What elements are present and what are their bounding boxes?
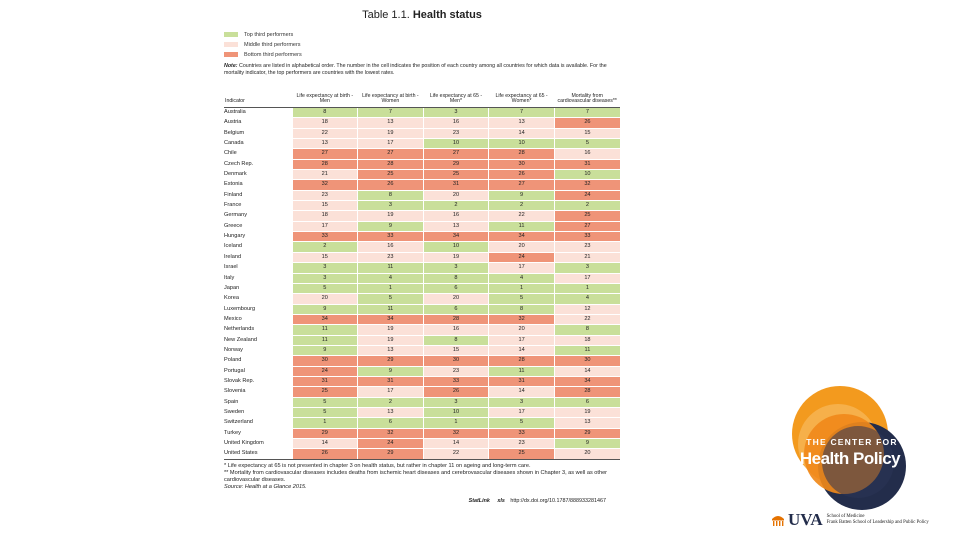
rank-cell: 6 bbox=[423, 304, 489, 314]
rank-cell: 17 bbox=[489, 335, 555, 345]
table-row bbox=[224, 159, 620, 169]
rank-cell: 9 bbox=[358, 221, 424, 231]
rank-cell: 31 bbox=[423, 180, 489, 190]
rank-cell: 1 bbox=[554, 283, 620, 293]
rank-cell: 6 bbox=[423, 283, 489, 293]
note bbox=[224, 63, 620, 77]
rank-cell: 17 bbox=[554, 273, 620, 283]
rank-cell: 29 bbox=[358, 449, 424, 459]
rank-cell: 19 bbox=[358, 335, 424, 345]
country-name: Belgium bbox=[224, 128, 292, 138]
rank-cell: 14 bbox=[489, 128, 555, 138]
column-header: Life expectancy at 65 - Men* bbox=[423, 83, 489, 108]
rank-cell: 30 bbox=[292, 356, 358, 366]
country-name: Denmark bbox=[224, 170, 292, 180]
column-header: Life expectancy at birth - Women bbox=[358, 83, 424, 108]
rank-cell: 29 bbox=[358, 356, 424, 366]
source-text: Health at a Glance 2015. bbox=[244, 484, 307, 491]
table-row bbox=[224, 335, 620, 345]
legend-item bbox=[224, 40, 620, 49]
rank-cell: 3 bbox=[292, 273, 358, 283]
rank-cell: 21 bbox=[292, 170, 358, 180]
table-row bbox=[224, 294, 620, 304]
rank-cell: 34 bbox=[554, 376, 620, 386]
excel-icon: xls bbox=[497, 497, 505, 504]
rank-cell: 16 bbox=[423, 211, 489, 221]
country-name: Hungary bbox=[224, 232, 292, 242]
table-row bbox=[224, 252, 620, 262]
rank-cell: 28 bbox=[554, 387, 620, 397]
country-name: Luxembourg bbox=[224, 304, 292, 314]
country-name: United Kingdom bbox=[224, 439, 292, 449]
rank-cell: 5 bbox=[292, 407, 358, 417]
table-row bbox=[224, 170, 620, 180]
rank-cell: 34 bbox=[292, 314, 358, 324]
rank-cell: 8 bbox=[423, 273, 489, 283]
rank-cell: 14 bbox=[489, 387, 555, 397]
rank-cell: 24 bbox=[489, 252, 555, 262]
table-row bbox=[224, 232, 620, 242]
rotunda-icon bbox=[770, 513, 786, 527]
rank-cell: 1 bbox=[292, 418, 358, 428]
rank-cell: 5 bbox=[554, 139, 620, 149]
rank-cell: 9 bbox=[489, 190, 555, 200]
country-name: Japan bbox=[224, 283, 292, 293]
country-name: Chile bbox=[224, 149, 292, 159]
table-row bbox=[224, 201, 620, 211]
rank-cell: 26 bbox=[489, 170, 555, 180]
rank-cell: 13 bbox=[554, 418, 620, 428]
country-name: Italy bbox=[224, 273, 292, 283]
rank-cell: 24 bbox=[554, 190, 620, 200]
rank-cell: 13 bbox=[489, 118, 555, 128]
note-label: Note: bbox=[224, 63, 238, 69]
rank-cell: 16 bbox=[423, 118, 489, 128]
rank-cell: 19 bbox=[358, 211, 424, 221]
rank-cell: 30 bbox=[423, 356, 489, 366]
rank-cell: 10 bbox=[423, 242, 489, 252]
rank-cell: 4 bbox=[489, 273, 555, 283]
table-row bbox=[224, 345, 620, 355]
country-name: Slovak Rep. bbox=[224, 376, 292, 386]
rank-cell: 3 bbox=[423, 108, 489, 118]
rank-cell: 9 bbox=[358, 366, 424, 376]
country-name: Turkey bbox=[224, 428, 292, 438]
rank-cell: 5 bbox=[489, 294, 555, 304]
rank-cell: 31 bbox=[554, 159, 620, 169]
rank-cell: 25 bbox=[292, 387, 358, 397]
country-name: Iceland bbox=[224, 242, 292, 252]
country-name: Norway bbox=[224, 345, 292, 355]
rank-cell: 17 bbox=[358, 139, 424, 149]
rank-cell: 17 bbox=[489, 263, 555, 273]
table-row bbox=[224, 397, 620, 407]
statlink bbox=[224, 498, 620, 504]
table-row bbox=[224, 211, 620, 221]
rank-cell: 32 bbox=[423, 428, 489, 438]
table-row bbox=[224, 139, 620, 149]
country-name: France bbox=[224, 201, 292, 211]
country-name: Czech Rep. bbox=[224, 159, 292, 169]
rank-cell: 27 bbox=[423, 149, 489, 159]
rank-cell: 16 bbox=[554, 149, 620, 159]
rank-cell: 8 bbox=[292, 108, 358, 118]
rank-cell: 22 bbox=[292, 128, 358, 138]
country-name: Germany bbox=[224, 211, 292, 221]
rank-cell: 32 bbox=[292, 180, 358, 190]
rank-cell: 24 bbox=[292, 366, 358, 376]
rank-cell: 2 bbox=[292, 242, 358, 252]
rank-cell: 11 bbox=[358, 304, 424, 314]
rank-cell: 3 bbox=[423, 263, 489, 273]
rank-cell: 30 bbox=[489, 159, 555, 169]
column-header: Life expectancy at 65 - Women* bbox=[489, 83, 555, 108]
rank-cell: 11 bbox=[292, 335, 358, 345]
rank-cell: 32 bbox=[358, 428, 424, 438]
rank-cell: 9 bbox=[292, 304, 358, 314]
rank-cell: 27 bbox=[489, 180, 555, 190]
rank-cell: 14 bbox=[423, 439, 489, 449]
rank-cell: 24 bbox=[358, 439, 424, 449]
rank-cell: 15 bbox=[554, 128, 620, 138]
rank-cell: 13 bbox=[358, 118, 424, 128]
table-number: Table 1.1. bbox=[362, 9, 410, 21]
legend-item bbox=[224, 30, 620, 39]
table-row bbox=[224, 283, 620, 293]
rank-cell: 25 bbox=[489, 449, 555, 459]
country-name: Ireland bbox=[224, 252, 292, 262]
country-name: Canada bbox=[224, 139, 292, 149]
uva-wordmark: UVA bbox=[788, 510, 823, 529]
uva-school-lines bbox=[827, 514, 929, 526]
rank-cell: 34 bbox=[358, 314, 424, 324]
rank-cell: 4 bbox=[358, 273, 424, 283]
rank-cell: 34 bbox=[489, 232, 555, 242]
note-text: Countries are listed in alphabetical order. The number in the cell indicates the position of each country among all countries for which data is available. For the mortality indicator, the top performers are countries with the lowest rates. bbox=[224, 63, 607, 76]
rank-cell: 5 bbox=[292, 283, 358, 293]
rank-cell: 3 bbox=[358, 201, 424, 211]
table-row bbox=[224, 304, 620, 314]
logo-line-1: THE CENTER FOR bbox=[806, 437, 898, 447]
table-row bbox=[224, 118, 620, 128]
rank-cell: 15 bbox=[292, 201, 358, 211]
rank-cell: 11 bbox=[554, 345, 620, 355]
rank-cell: 19 bbox=[554, 407, 620, 417]
legend bbox=[224, 30, 620, 59]
rank-cell: 3 bbox=[292, 263, 358, 273]
country-name: Israel bbox=[224, 263, 292, 273]
table-row bbox=[224, 221, 620, 231]
rank-cell: 8 bbox=[554, 325, 620, 335]
rank-cell: 31 bbox=[489, 376, 555, 386]
rank-cell: 22 bbox=[423, 449, 489, 459]
footnotes bbox=[224, 463, 620, 492]
rank-cell: 14 bbox=[554, 366, 620, 376]
rank-cell: 32 bbox=[489, 314, 555, 324]
rank-cell: 13 bbox=[292, 139, 358, 149]
rank-cell: 23 bbox=[423, 128, 489, 138]
footnote-mortality: ** Mortality from cardiovascular diseases includes deaths from ischemic heart diseases and cerebrovascular diseases shown in Chapter 3, as well as other cardiovascular diseases. bbox=[224, 469, 608, 484]
rank-cell: 20 bbox=[292, 294, 358, 304]
rank-cell: 17 bbox=[292, 221, 358, 231]
country-name: Austria bbox=[224, 118, 292, 128]
rank-cell: 33 bbox=[423, 376, 489, 386]
source-label: Source: bbox=[224, 484, 244, 491]
rank-cell: 19 bbox=[358, 325, 424, 335]
rank-cell: 33 bbox=[358, 232, 424, 242]
rank-cell: 32 bbox=[554, 180, 620, 190]
legend-label: Bottom third performers bbox=[244, 51, 302, 58]
rank-cell: 10 bbox=[423, 407, 489, 417]
uva-school-medicine: School of Medicine bbox=[826, 514, 865, 519]
rank-cell: 18 bbox=[554, 335, 620, 345]
legend-swatch bbox=[224, 52, 238, 57]
rank-cell: 7 bbox=[489, 108, 555, 118]
rank-cell: 2 bbox=[423, 201, 489, 211]
country-name: Korea bbox=[224, 294, 292, 304]
legend-swatch bbox=[224, 42, 238, 47]
table-row bbox=[224, 190, 620, 200]
logo-line-2: Health Policy bbox=[799, 449, 901, 468]
rank-cell: 20 bbox=[423, 190, 489, 200]
uva-branding bbox=[770, 508, 960, 532]
country-name: Netherlands bbox=[224, 325, 292, 335]
rank-cell: 20 bbox=[423, 294, 489, 304]
rank-cell: 8 bbox=[358, 190, 424, 200]
rank-cell: 33 bbox=[489, 428, 555, 438]
rank-cell: 1 bbox=[358, 283, 424, 293]
rank-cell: 27 bbox=[358, 149, 424, 159]
rank-cell: 1 bbox=[489, 283, 555, 293]
rank-cell: 29 bbox=[423, 159, 489, 169]
rank-cell: 14 bbox=[489, 345, 555, 355]
rank-cell: 19 bbox=[423, 252, 489, 262]
uva-school-batten: Frank Batten School of Leadership and Public Policy bbox=[826, 520, 929, 525]
country-name: United States bbox=[224, 449, 292, 459]
rank-cell: 26 bbox=[358, 180, 424, 190]
statlink-label: StatLink bbox=[468, 497, 490, 504]
statlink-url[interactable]: http://dx.doi.org/10.1787/888933281467 bbox=[510, 497, 606, 504]
rank-cell: 18 bbox=[292, 118, 358, 128]
rank-cell: 10 bbox=[554, 170, 620, 180]
table-row bbox=[224, 325, 620, 335]
rank-cell: 25 bbox=[423, 170, 489, 180]
column-header: Mortality from cardiovascular diseases** bbox=[554, 83, 620, 108]
table-row bbox=[224, 366, 620, 376]
rank-cell: 11 bbox=[292, 325, 358, 335]
rank-cell: 15 bbox=[292, 252, 358, 262]
table-row bbox=[224, 273, 620, 283]
table-row bbox=[224, 407, 620, 417]
rank-cell: 21 bbox=[554, 252, 620, 262]
rank-cell: 23 bbox=[292, 190, 358, 200]
country-name: Greece bbox=[224, 221, 292, 231]
health-status-table bbox=[224, 83, 620, 460]
rank-cell: 23 bbox=[554, 242, 620, 252]
rank-cell: 27 bbox=[292, 149, 358, 159]
rank-cell: 6 bbox=[554, 397, 620, 407]
rank-cell: 28 bbox=[423, 314, 489, 324]
rank-cell: 3 bbox=[423, 397, 489, 407]
table-row bbox=[224, 108, 620, 118]
rank-cell: 3 bbox=[489, 397, 555, 407]
legend-swatch bbox=[224, 32, 238, 37]
rank-cell: 5 bbox=[292, 397, 358, 407]
rank-cell: 7 bbox=[554, 108, 620, 118]
rank-cell: 28 bbox=[489, 149, 555, 159]
rank-cell: 13 bbox=[423, 221, 489, 231]
table-body bbox=[224, 108, 620, 460]
country-name: Australia bbox=[224, 108, 292, 118]
country-name: Sweden bbox=[224, 407, 292, 417]
rank-cell: 13 bbox=[358, 345, 424, 355]
rank-cell: 31 bbox=[358, 376, 424, 386]
rank-cell: 10 bbox=[423, 139, 489, 149]
rank-cell: 4 bbox=[554, 294, 620, 304]
rank-cell: 5 bbox=[489, 418, 555, 428]
rank-cell: 17 bbox=[489, 407, 555, 417]
rank-cell: 12 bbox=[554, 304, 620, 314]
rank-cell: 2 bbox=[489, 201, 555, 211]
rank-cell: 28 bbox=[358, 159, 424, 169]
table-name: Health status bbox=[412, 9, 482, 21]
legend-label: Top third performers bbox=[244, 31, 294, 38]
rank-cell: 13 bbox=[358, 407, 424, 417]
column-header: Life expectancy at birth - Men bbox=[292, 83, 358, 108]
table-row bbox=[224, 356, 620, 366]
rank-cell: 3 bbox=[554, 263, 620, 273]
rank-cell: 7 bbox=[358, 108, 424, 118]
legend-item bbox=[224, 50, 620, 59]
rank-cell: 29 bbox=[292, 428, 358, 438]
table-row bbox=[224, 149, 620, 159]
rank-cell: 19 bbox=[358, 128, 424, 138]
legend-label: Middle third performers bbox=[244, 41, 301, 48]
rank-cell: 22 bbox=[489, 211, 555, 221]
rank-cell: 17 bbox=[358, 387, 424, 397]
rank-cell: 11 bbox=[358, 263, 424, 273]
rank-cell: 2 bbox=[554, 201, 620, 211]
rank-cell: 15 bbox=[423, 345, 489, 355]
rank-cell: 2 bbox=[358, 397, 424, 407]
rank-cell: 34 bbox=[423, 232, 489, 242]
rank-cell: 16 bbox=[358, 242, 424, 252]
rank-cell: 26 bbox=[292, 449, 358, 459]
rank-cell: 9 bbox=[554, 439, 620, 449]
rank-cell: 30 bbox=[554, 356, 620, 366]
rank-cell: 33 bbox=[554, 232, 620, 242]
rank-cell: 9 bbox=[292, 345, 358, 355]
country-name: Finland bbox=[224, 190, 292, 200]
rank-cell: 29 bbox=[554, 428, 620, 438]
rank-cell: 18 bbox=[292, 211, 358, 221]
rank-cell: 14 bbox=[292, 439, 358, 449]
rank-cell: 20 bbox=[489, 242, 555, 252]
country-name: Poland bbox=[224, 356, 292, 366]
table-row bbox=[224, 428, 620, 438]
column-header-indicator: Indicator bbox=[224, 83, 292, 108]
rank-cell: 6 bbox=[358, 418, 424, 428]
rank-cell: 28 bbox=[489, 356, 555, 366]
country-name: Switzerland bbox=[224, 418, 292, 428]
table-row bbox=[224, 418, 620, 428]
rank-cell: 16 bbox=[423, 325, 489, 335]
rank-cell: 26 bbox=[423, 387, 489, 397]
rank-cell: 11 bbox=[489, 366, 555, 376]
rank-cell: 20 bbox=[489, 325, 555, 335]
rank-cell: 23 bbox=[423, 366, 489, 376]
country-name: Slovenia bbox=[224, 387, 292, 397]
rank-cell: 27 bbox=[554, 221, 620, 231]
table-title bbox=[224, 8, 620, 22]
country-name: Portugal bbox=[224, 366, 292, 376]
table-row bbox=[224, 128, 620, 138]
rank-cell: 23 bbox=[358, 252, 424, 262]
rank-cell: 25 bbox=[358, 170, 424, 180]
rank-cell: 20 bbox=[554, 449, 620, 459]
country-name: Mexico bbox=[224, 314, 292, 324]
rank-cell: 25 bbox=[554, 211, 620, 221]
rank-cell: 11 bbox=[489, 221, 555, 231]
country-name: Spain bbox=[224, 397, 292, 407]
table-row bbox=[224, 376, 620, 386]
table-row bbox=[224, 387, 620, 397]
rank-cell: 8 bbox=[489, 304, 555, 314]
rank-cell: 33 bbox=[292, 232, 358, 242]
footnote-life-expectancy: * Life expectancy at 65 is not presented in chapter 3 on health status, but rather in chapter 11 on ageing and long-term care. bbox=[224, 462, 531, 469]
table-row bbox=[224, 439, 620, 449]
rank-cell: 23 bbox=[489, 439, 555, 449]
source-line bbox=[224, 484, 620, 491]
table-row bbox=[224, 449, 620, 459]
center-for-health-policy-logo bbox=[786, 384, 914, 512]
table-row bbox=[224, 314, 620, 324]
rank-cell: 1 bbox=[423, 418, 489, 428]
rank-cell: 10 bbox=[489, 139, 555, 149]
country-name: New Zealand bbox=[224, 335, 292, 345]
rank-cell: 5 bbox=[358, 294, 424, 304]
table-header-row bbox=[224, 83, 620, 108]
rank-cell: 31 bbox=[292, 376, 358, 386]
table-row bbox=[224, 242, 620, 252]
country-name: Estonia bbox=[224, 180, 292, 190]
health-status-document bbox=[224, 8, 620, 504]
table-row bbox=[224, 180, 620, 190]
rank-cell: 22 bbox=[554, 314, 620, 324]
rank-cell: 8 bbox=[423, 335, 489, 345]
rank-cell: 26 bbox=[554, 118, 620, 128]
table-row bbox=[224, 263, 620, 273]
rank-cell: 28 bbox=[292, 159, 358, 169]
